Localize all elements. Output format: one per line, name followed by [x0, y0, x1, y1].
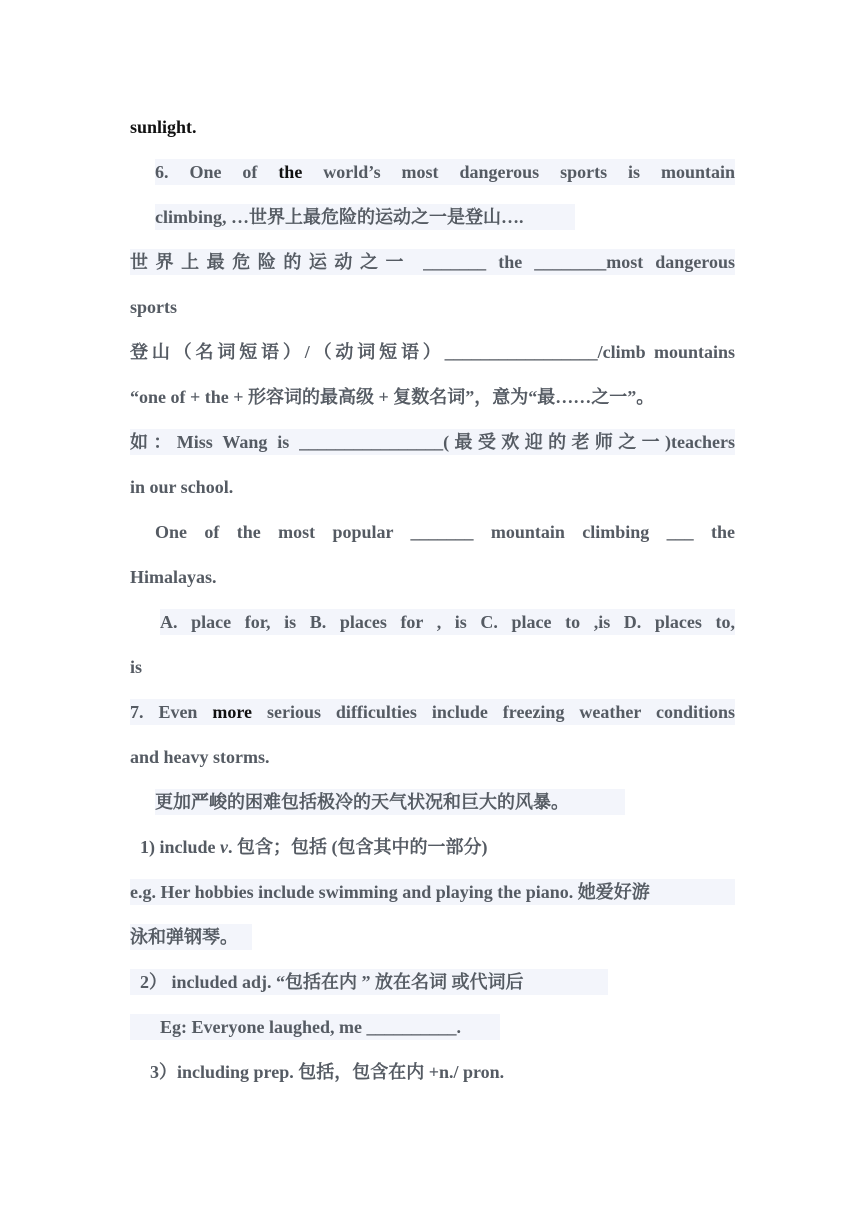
text-line-grammar-rule: “one of + the + 形容词的最高级 + 复数名词”，意为“最……之一”。 — [130, 387, 655, 407]
text-line-example: 如：Miss Wang is ________________(最受欢迎的老师之一)teachers — [130, 429, 735, 455]
text-line-noun-phrase: 登山（名词短语）/（动词短语）_________________/climb mountains — [130, 342, 735, 362]
text-line-sports: sports — [130, 297, 178, 317]
text-line-translation: climbing, …世界上最危险的运动之一是登山…. — [155, 204, 575, 230]
text-line-question: One of the most popular _______ mountain climbing ___ the — [155, 522, 735, 542]
text-run: . 包含；包括 (包含其中的一部分) — [228, 837, 488, 857]
text-line-item6 — [155, 159, 735, 185]
text-line-item7 — [130, 699, 735, 725]
text-line-school: in our school. — [130, 477, 234, 497]
text-line-is: is — [130, 657, 143, 677]
text-run-emphasis: more — [212, 702, 253, 722]
text-line-chinese-translation: 更加严峻的困难包括极冷的天气状况和巨大的风暴。 — [155, 789, 625, 815]
text-line-include-verb — [140, 834, 550, 860]
text-line-including-prep: 3）including prep. 包括，包含在内 +n./ pron. — [150, 1062, 505, 1082]
text-run-italic: v — [220, 837, 229, 857]
text-line-storms: and heavy storms. — [130, 747, 270, 767]
text-line-eg-laughed: Eg: Everyone laughed, me __________. — [130, 1014, 500, 1040]
text-run: 1) include — [140, 837, 221, 857]
text-run: 7. Even — [130, 702, 213, 722]
text-line-included-adj: 2） included adj. “包括在内 ” 放在名词 或代词后 — [130, 969, 608, 995]
text-run-emphasis: the — [278, 162, 303, 182]
text-run: serious difficulties include freezing weather conditions — [252, 702, 735, 722]
text-line-swim-piano: 泳和弹钢琴。 — [130, 924, 252, 950]
text-run: ld’s most dangerous sports is mountain — [353, 162, 735, 182]
text-line-eg-hobbies: e.g. Her hobbies include swimming and playing the piano. 她爱好游 — [130, 879, 735, 905]
text-line-options: A. place for, is B. places for , is C. place to ,is D. places to, — [160, 609, 735, 635]
text-run: 6. One of — [155, 162, 279, 182]
text-line-sunlight: sunlight. — [130, 117, 197, 137]
text-line-fill-blank: 世界上最危险的运动之一 _______ the ________most dangerous — [130, 249, 735, 275]
text-run: wor — [302, 162, 354, 182]
text-line-himalayas: Himalayas. — [130, 567, 217, 587]
